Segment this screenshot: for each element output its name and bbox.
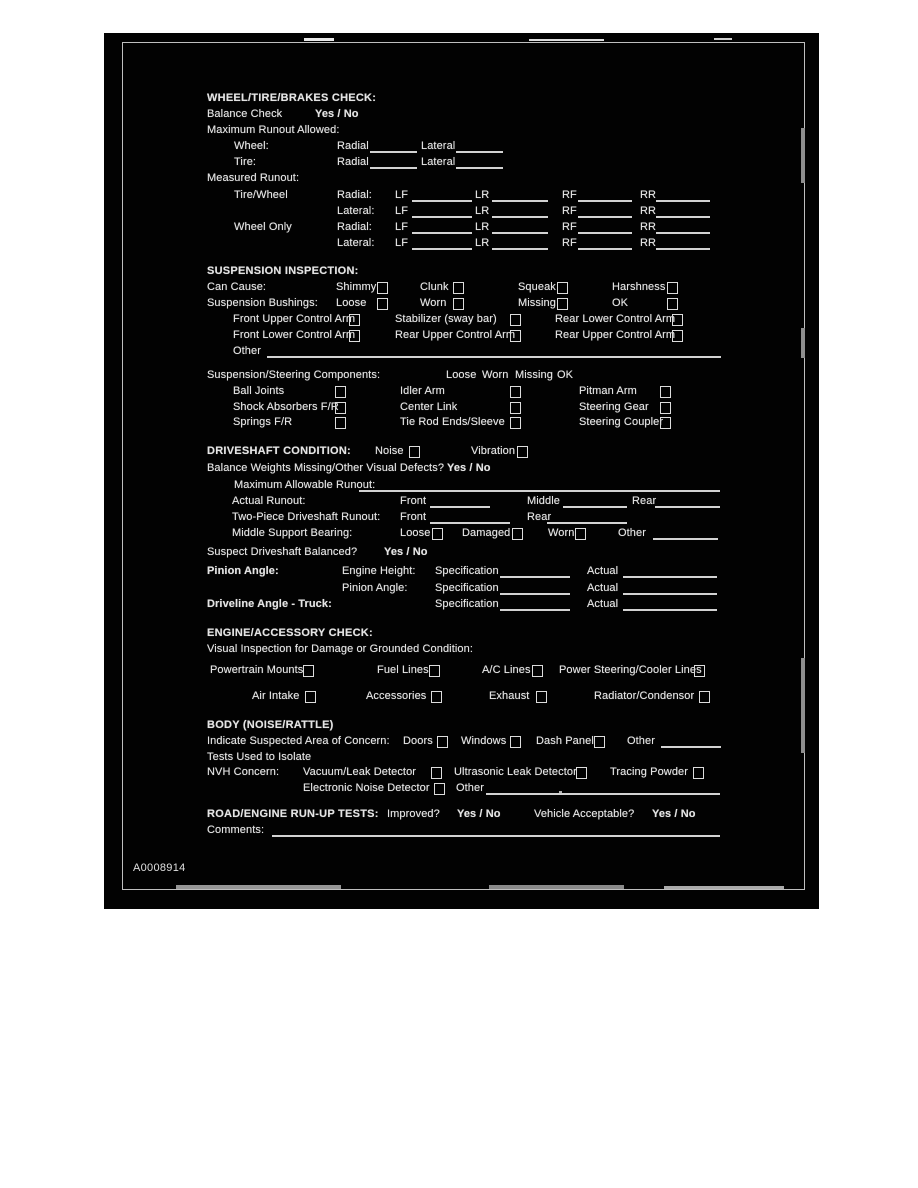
actual-label: Actual <box>587 565 619 577</box>
field-pinion-spec[interactable] <box>500 582 570 595</box>
wheel-section-title-row <box>104 92 819 107</box>
field-comments[interactable] <box>272 824 720 837</box>
radiator-condensor-label: Radiator/Condensor <box>594 690 695 702</box>
rr-label: RR <box>640 205 657 217</box>
field-actual-front[interactable] <box>430 495 490 508</box>
bearing-loose-label: Loose <box>400 527 431 539</box>
field-wo-radial-lf[interactable] <box>412 221 472 234</box>
nvh-concern-row <box>104 766 819 781</box>
field-wo-radial-lr[interactable] <box>492 221 548 234</box>
front-upper-arm-label: Front Upper Control Arm <box>233 313 356 325</box>
acceptable-label: Vehicle Acceptable? <box>534 808 635 820</box>
engine-subtitle-row <box>104 643 819 658</box>
body-other-label: Other <box>627 735 656 747</box>
tests-used-label: Tests Used to Isolate <box>207 751 312 763</box>
field-tw-lateral-rr[interactable] <box>656 205 710 218</box>
section-title: BODY (NOISE/RATTLE) <box>207 719 334 731</box>
engine-row-1 <box>104 664 819 679</box>
vacuum-detector-label: Vacuum/Leak Detector <box>303 766 417 778</box>
components-row-2 <box>104 401 819 416</box>
spec-label: Specification <box>435 598 499 610</box>
field-tw-radial-rr[interactable] <box>656 189 710 202</box>
air-intake-label: Air Intake <box>252 690 300 702</box>
indicate-label: Indicate Suspected Area of Concern: <box>207 735 390 747</box>
lr-label: LR <box>475 205 490 217</box>
actual-label: Actual <box>587 598 619 610</box>
driveline-label: Driveline Angle - Truck: <box>207 598 332 610</box>
checkbox-pitman-arm[interactable] <box>660 386 671 398</box>
rf-label: RF <box>562 221 577 233</box>
tests-used-row <box>104 751 819 766</box>
stabilizer-label: Stabilizer (sway bar) <box>395 313 497 325</box>
checkbox-stabilizer[interactable] <box>510 314 521 326</box>
rear-lower-arm-label: Rear Lower Control Arm <box>555 313 676 325</box>
scan-artifact <box>714 38 732 40</box>
steering-gear-label: Steering Gear <box>579 401 649 413</box>
checkbox-shock-absorbers[interactable] <box>335 402 346 414</box>
section-title: ENGINE/ACCESSORY CHECK: <box>207 627 373 639</box>
radial-label: Radial <box>337 156 369 168</box>
max-allowable-label: Maximum Allowable Runout: <box>234 479 376 491</box>
engine-section-title-row <box>104 627 819 642</box>
field-two-piece-rear[interactable] <box>547 511 627 524</box>
checkbox-tie-rod[interactable] <box>510 417 521 429</box>
checkbox-tracing-powder[interactable] <box>693 767 704 779</box>
noise-label: Noise <box>375 445 404 457</box>
spec-label: Specification <box>435 582 499 594</box>
springs-label: Springs F/R <box>233 416 293 428</box>
field-wo-radial-rr[interactable] <box>656 221 710 234</box>
balance-check-row <box>104 108 819 123</box>
bushings-label: Suspension Bushings: <box>207 297 318 309</box>
bearing-other-label: Other <box>618 527 647 539</box>
radial-label: Radial <box>337 140 369 152</box>
state-missing-label: Missing <box>515 369 553 381</box>
field-actual-middle[interactable] <box>563 495 627 508</box>
checkbox-vacuum-detector[interactable] <box>431 767 442 779</box>
scan-artifact <box>529 39 604 41</box>
checkbox-rear-upper-arm[interactable] <box>510 330 521 342</box>
ac-lines-label: A/C Lines <box>482 664 531 676</box>
worn-label: Worn <box>420 297 447 309</box>
bushings-row <box>104 297 819 312</box>
doors-label: Doors <box>403 735 433 747</box>
middle-label: Middle <box>527 495 561 507</box>
exhaust-label: Exhaust <box>489 690 530 702</box>
improved-label: Improved? <box>387 808 440 820</box>
field-driveline-actual[interactable] <box>623 598 717 611</box>
checkbox-steering-gear[interactable] <box>660 402 671 414</box>
rr-label: RR <box>640 189 657 201</box>
acceptable-value: Yes / No <box>652 808 696 820</box>
components-row-1 <box>104 385 819 400</box>
checkbox-power-steering-lines[interactable] <box>694 665 705 677</box>
lf-label: LF <box>395 237 409 249</box>
comments-label: Comments: <box>207 824 265 836</box>
scan-artifact <box>664 886 784 889</box>
measured-runout-label: Measured Runout: <box>207 172 300 184</box>
field-tire-radial[interactable] <box>370 156 417 169</box>
body-section-title-row <box>104 719 819 734</box>
field-wo-lateral-rf[interactable] <box>578 237 632 250</box>
field-tire-lateral[interactable] <box>456 156 503 169</box>
lateral-label: Lateral: <box>337 205 375 217</box>
suspension-section-title-row <box>104 265 819 280</box>
balance-weights-value: Yes / No <box>447 462 491 474</box>
field-tw-radial-rf[interactable] <box>578 189 632 202</box>
lf-label: LF <box>395 205 409 217</box>
lf-label: LF <box>395 221 409 233</box>
pinion-angle-row-2 <box>104 582 819 597</box>
rear-label: Rear <box>527 511 552 523</box>
radial-label: Radial: <box>337 189 372 201</box>
field-engine-height-actual[interactable] <box>623 565 717 578</box>
idler-arm-label: Idler Arm <box>400 385 445 397</box>
electronic-detector-row <box>104 782 819 797</box>
rear-upper-arm-label-2: Rear Upper Control Arm <box>555 329 676 341</box>
balance-check-value: Yes / No <box>315 108 359 120</box>
checkbox-bearing-worn[interactable] <box>575 528 586 540</box>
tire-wheel-label: Tire/Wheel <box>234 189 288 201</box>
support-bearing-label: Middle Support Bearing: <box>232 527 353 539</box>
engine-subtitle: Visual Inspection for Damage or Grounded Condition: <box>207 643 473 655</box>
lf-label: LF <box>395 189 409 201</box>
dash-panel-label: Dash Panel <box>536 735 594 747</box>
actual-label: Actual <box>587 582 619 594</box>
checkbox-front-upper-arm[interactable] <box>349 314 360 326</box>
field-tw-lateral-rf[interactable] <box>578 205 632 218</box>
checkbox-dash-panel[interactable] <box>594 736 605 748</box>
checkbox-ultrasonic-detector[interactable] <box>576 767 587 779</box>
field-tw-lateral-lf[interactable] <box>412 205 472 218</box>
scan-artifact <box>176 885 341 889</box>
missing-label: Missing <box>518 297 556 309</box>
windows-label: Windows <box>461 735 507 747</box>
checkbox-noise[interactable] <box>409 446 420 458</box>
tirewheel-radial-row <box>104 189 819 204</box>
lr-label: LR <box>475 221 490 233</box>
front-label: Front <box>400 495 427 507</box>
field-wheel-radial[interactable] <box>370 140 417 153</box>
checkbox-doors[interactable] <box>437 736 448 748</box>
field-tw-radial-lr[interactable] <box>492 189 548 202</box>
checkbox-harshness[interactable] <box>667 282 678 294</box>
field-wheel-lateral[interactable] <box>456 140 503 153</box>
wheelonly-lateral-row <box>104 237 819 252</box>
checkbox-clunk[interactable] <box>453 282 464 294</box>
checkbox-fuel-lines[interactable] <box>429 665 440 677</box>
lr-label: LR <box>475 189 490 201</box>
max-runout-row <box>104 124 819 139</box>
field-driveline-spec[interactable] <box>500 598 570 611</box>
suspension-other-row <box>104 345 819 360</box>
shock-absorbers-label: Shock Absorbers F/R <box>233 401 339 413</box>
front-lower-arm-label: Front Lower Control Arm <box>233 329 356 341</box>
actual-runout-row <box>104 495 819 510</box>
field-max-allowable-runout[interactable] <box>359 479 720 492</box>
clunk-label: Clunk <box>420 281 449 293</box>
checkbox-rear-upper-arm-2[interactable] <box>672 330 683 342</box>
balance-weights-label: Balance Weights Missing/Other Visual Defects? <box>207 462 445 474</box>
power-steering-lines-label: Power Steering/Cooler Lines <box>559 664 702 676</box>
engine-row-2 <box>104 690 819 705</box>
driveshaft-section-title-row <box>104 445 819 460</box>
radial-label: Radial: <box>337 221 372 233</box>
steering-coupler-label: Steering Coupler <box>579 416 664 428</box>
pitman-arm-label: Pitman Arm <box>579 385 637 397</box>
loose-label: Loose <box>336 297 367 309</box>
checkbox-bushings-missing[interactable] <box>557 298 568 310</box>
wheel-only-label: Wheel Only <box>234 221 292 233</box>
checkbox-rear-lower-arm[interactable] <box>672 314 683 326</box>
center-link-label: Center Link <box>400 401 458 413</box>
checkbox-bearing-damaged[interactable] <box>512 528 523 540</box>
improved-value: Yes / No <box>457 808 501 820</box>
pinion-angle-row-1 <box>104 565 819 580</box>
tire-label: Tire: <box>234 156 257 168</box>
field-tw-lateral-lr[interactable] <box>492 205 548 218</box>
field-wo-lateral-lr[interactable] <box>492 237 548 250</box>
comments-row <box>104 824 819 839</box>
state-ok-label: OK <box>557 369 574 381</box>
field-pinion-actual[interactable] <box>623 582 717 595</box>
checkbox-springs[interactable] <box>335 417 346 429</box>
wheel-runout-row <box>104 140 819 155</box>
lateral-label: Lateral <box>421 156 456 168</box>
checkbox-exhaust[interactable] <box>536 691 547 703</box>
nvh-concern-label: NVH Concern: <box>207 766 280 778</box>
rr-label: RR <box>640 237 657 249</box>
electronic-detector-label: Electronic Noise Detector <box>303 782 430 794</box>
field-wo-radial-rf[interactable] <box>578 221 632 234</box>
accessories-label: Accessories <box>366 690 427 702</box>
ultrasonic-detector-label: Ultrasonic Leak Detector <box>454 766 577 778</box>
lr-label: LR <box>475 237 490 249</box>
rear-label: Rear <box>632 495 657 507</box>
field-nvh-other[interactable] <box>486 782 720 795</box>
section-title: DRIVESHAFT CONDITION: <box>207 445 351 457</box>
other-label: Other <box>233 345 262 357</box>
checkbox-shimmy[interactable] <box>377 282 388 294</box>
checkbox-accessories[interactable] <box>431 691 442 703</box>
ball-joints-label: Ball Joints <box>233 385 285 397</box>
pinion-angle-label-2: Pinion Angle: <box>342 582 408 594</box>
suspect-value: Yes / No <box>384 546 428 558</box>
road-tests-row <box>104 808 819 823</box>
control-arms-row-1 <box>104 313 819 328</box>
wheelonly-radial-row <box>104 221 819 236</box>
checkbox-vibration[interactable] <box>517 446 528 458</box>
rf-label: RF <box>562 205 577 217</box>
shimmy-label: Shimmy <box>336 281 377 293</box>
checkbox-air-intake[interactable] <box>305 691 316 703</box>
lateral-label: Lateral: <box>337 237 375 249</box>
tie-rod-label: Tie Rod Ends/Sleeve <box>400 416 505 428</box>
components-header-row <box>104 369 819 384</box>
state-loose-label: Loose <box>446 369 477 381</box>
field-suspension-other[interactable] <box>267 345 721 358</box>
tire-runout-row <box>104 156 819 171</box>
checkbox-ac-lines[interactable] <box>532 665 543 677</box>
checkbox-ball-joints[interactable] <box>335 386 346 398</box>
checkbox-radiator-condensor[interactable] <box>699 691 710 703</box>
two-piece-label: Two-Piece Driveshaft Runout: <box>232 511 381 523</box>
section-title: SUSPENSION INSPECTION: <box>207 265 359 277</box>
rear-upper-arm-label: Rear Upper Control Arm <box>395 329 516 341</box>
two-piece-runout-row <box>104 511 819 526</box>
checkbox-powertrain-mounts[interactable] <box>303 665 314 677</box>
checkbox-bushings-ok[interactable] <box>667 298 678 310</box>
scan-artifact <box>304 38 334 41</box>
field-actual-rear[interactable] <box>655 495 720 508</box>
field-tw-radial-lf[interactable] <box>412 189 472 202</box>
bearing-worn-label: Worn <box>548 527 575 539</box>
checkbox-front-lower-arm[interactable] <box>349 330 360 342</box>
max-runout-label: Maximum Runout Allowed: <box>207 124 340 136</box>
field-bearing-other[interactable] <box>653 527 718 540</box>
squeak-label: Squeak <box>518 281 556 293</box>
tirewheel-lateral-row <box>104 205 819 220</box>
checkbox-bearing-loose[interactable] <box>432 528 443 540</box>
balance-weights-row <box>104 462 819 477</box>
measured-runout-row <box>104 172 819 187</box>
rf-label: RF <box>562 189 577 201</box>
checkbox-squeak[interactable] <box>557 282 568 294</box>
spec-label: Specification <box>435 565 499 577</box>
support-bearing-row <box>104 527 819 542</box>
checkbox-electronic-detector[interactable] <box>434 783 445 795</box>
checkbox-center-link[interactable] <box>510 402 521 414</box>
field-two-piece-front[interactable] <box>430 511 510 524</box>
actual-runout-label: Actual Runout: <box>232 495 306 507</box>
checkbox-bushings-worn[interactable] <box>453 298 464 310</box>
front-label: Front <box>400 511 427 523</box>
bearing-damaged-label: Damaged <box>462 527 511 539</box>
can-cause-row <box>104 281 819 296</box>
scanned-form <box>104 33 819 909</box>
fuel-lines-label: Fuel Lines <box>377 664 429 676</box>
powertrain-mounts-label: Powertrain Mounts <box>210 664 304 676</box>
field-body-other[interactable] <box>661 735 721 748</box>
components-label: Suspension/Steering Components: <box>207 369 381 381</box>
checkbox-idler-arm[interactable] <box>510 386 521 398</box>
pinion-angle-label: Pinion Angle: <box>207 565 279 577</box>
ok-label: OK <box>612 297 629 309</box>
checkbox-steering-coupler[interactable] <box>660 417 671 429</box>
checkbox-bushings-loose[interactable] <box>377 298 388 310</box>
rf-label: RF <box>562 237 577 249</box>
suspect-label: Suspect Driveshaft Balanced? <box>207 546 358 558</box>
control-arms-row-2 <box>104 329 819 344</box>
rr-label: RR <box>640 221 657 233</box>
body-areas-row <box>104 735 819 750</box>
lateral-label: Lateral <box>421 140 456 152</box>
state-worn-label: Worn <box>482 369 509 381</box>
section-title: ROAD/ENGINE RUN-UP TESTS: <box>207 808 379 820</box>
suspect-balanced-row <box>104 546 819 561</box>
field-wo-lateral-lf[interactable] <box>412 237 472 250</box>
scan-artifact <box>489 885 624 889</box>
vibration-label: Vibration <box>471 445 516 457</box>
balance-check-label: Balance Check <box>207 108 283 120</box>
nvh-other-label: Other <box>456 782 485 794</box>
max-allowable-runout-row <box>104 479 819 494</box>
section-title: WHEEL/TIRE/BRAKES CHECK: <box>207 92 377 104</box>
field-wo-lateral-rr[interactable] <box>656 237 710 250</box>
field-engine-height-spec[interactable] <box>500 565 570 578</box>
can-cause-label: Can Cause: <box>207 281 267 293</box>
engine-height-label: Engine Height: <box>342 565 416 577</box>
wheel-label: Wheel: <box>234 140 269 152</box>
checkbox-windows[interactable] <box>510 736 521 748</box>
driveline-angle-row <box>104 598 819 613</box>
components-row-3 <box>104 416 819 431</box>
tracing-powder-label: Tracing Powder <box>610 766 689 778</box>
artifact-id: A0008914 <box>133 862 186 874</box>
harshness-label: Harshness <box>612 281 666 293</box>
